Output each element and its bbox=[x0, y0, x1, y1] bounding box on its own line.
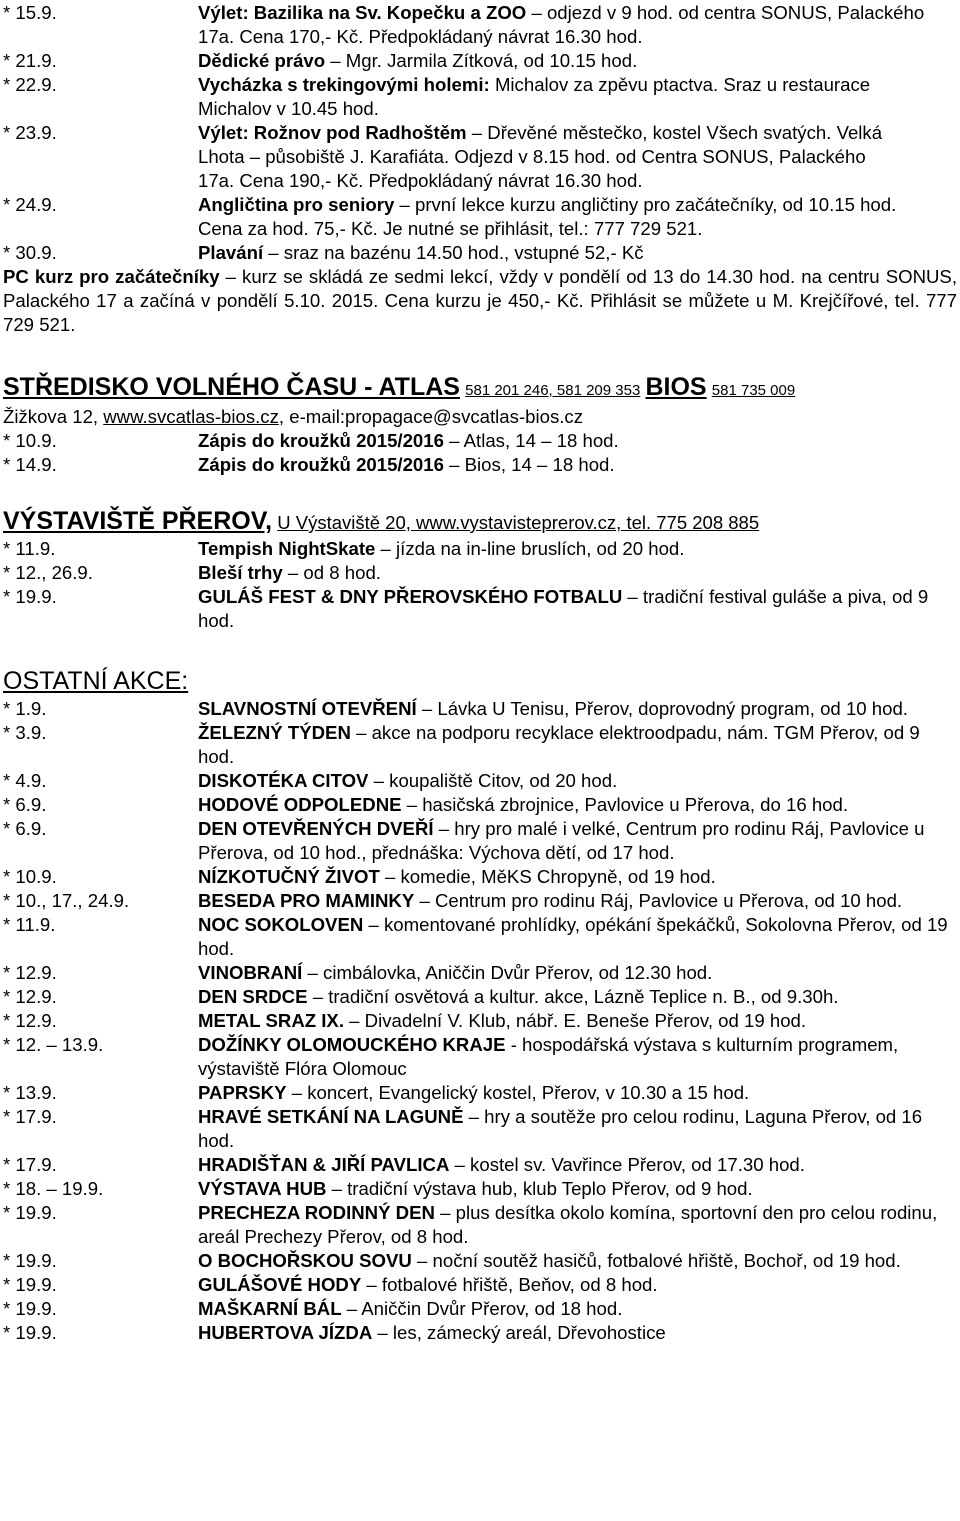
event-title: NÍZKOTUČNÝ ŽIVOT bbox=[198, 866, 380, 887]
event-title: BESEDA PRO MAMINKY bbox=[198, 890, 415, 911]
event-title: PAPRSKY bbox=[198, 1082, 287, 1103]
event-item bbox=[3, 1033, 957, 1081]
event-desc: – hry a soutěže pro celou rodinu, Laguna Přerov, od 16 hod. bbox=[198, 1106, 923, 1151]
event-item bbox=[3, 769, 957, 793]
atlas-section bbox=[3, 373, 957, 477]
pc-course-desc: – kurz se skládá ze sedmi lekcí, vždy v pondělí od 13 do 14.30 hod. na centru SONUS, Palackého 17 a začíná v pondělí 5.10. 2015. Cena kurzu je 450,- Kč. Přihlásit se můžete u M. Krejčířové, tel. 777 729 521. bbox=[3, 266, 957, 335]
event-item bbox=[3, 721, 957, 769]
event-date: * 12.9. bbox=[3, 1010, 57, 1031]
event-date: * 19.9. bbox=[3, 1274, 57, 1295]
event-item bbox=[3, 1105, 957, 1153]
event-item bbox=[3, 1177, 957, 1201]
event-title: DISKOTÉKA CITOV bbox=[198, 770, 369, 791]
event-title: PRECHEZA RODINNÝ DEN bbox=[198, 1202, 435, 1223]
event-desc: – Dřevěné městečko, kostel Všech svatých. Velká Lhota – působiště J. Karafiáta. Odjezd v 8.15 hod. od Centra SONUS, Palackého 17a. Cena 190,- Kč. Předpokládaný návrat 16.30 hod. bbox=[198, 122, 883, 191]
event-desc: – komedie, MěKS Chropyně, od 19 hod. bbox=[384, 866, 716, 887]
event-date: * 19.9. bbox=[3, 1298, 57, 1319]
atlas-address: Žižkova 12, bbox=[3, 406, 99, 427]
event-desc: - hospodářská výstava s kulturním programem, výstaviště Flóra Olomouc bbox=[198, 1034, 899, 1079]
event-item bbox=[3, 1297, 957, 1321]
event-title: DEN OTEVŘENÝCH DVEŘÍ bbox=[198, 818, 434, 839]
event-date: * 4.9. bbox=[3, 770, 47, 791]
event-desc: – od 8 hod. bbox=[287, 562, 381, 583]
event-desc: – tradiční výstava hub, klub Teplo Přerov, od 9 hod. bbox=[331, 1178, 753, 1199]
event-desc: – sraz na bazénu 14.50 hod., vstupné 52,- Kč bbox=[268, 242, 644, 263]
event-date: * 23.9. bbox=[3, 122, 57, 143]
event-title: Bleší trhy bbox=[198, 562, 283, 583]
vystaviste-header bbox=[3, 507, 957, 537]
ostatni-section bbox=[3, 667, 957, 1345]
event-title: VÝSTAVA HUB bbox=[198, 1178, 327, 1199]
event-item bbox=[3, 865, 957, 889]
atlas-phones: 581 201 246, 581 209 353 bbox=[465, 382, 641, 399]
event-title: MAŠKARNÍ BÁL bbox=[198, 1298, 342, 1319]
event-desc: – noční soutěž hasičů, fotbalové hřiště, Bochoř, od 19 hod. bbox=[417, 1250, 901, 1271]
event-date: * 10., 17., 24.9. bbox=[3, 890, 130, 911]
event-item bbox=[3, 1, 957, 49]
event-date: * 19.9. bbox=[3, 586, 57, 607]
event-date: * 12. – 13.9. bbox=[3, 1034, 104, 1055]
event-desc: – Bios, 14 – 18 hod. bbox=[449, 454, 615, 475]
event-date: * 30.9. bbox=[3, 242, 57, 263]
event-title: SLAVNOSTNÍ OTEVŘENÍ bbox=[198, 698, 417, 719]
ostatni-events bbox=[3, 697, 957, 1345]
event-title: HRADIŠŤAN & JIŘÍ PAVLICA bbox=[198, 1154, 450, 1175]
event-item bbox=[3, 697, 957, 721]
event-item bbox=[3, 49, 957, 73]
event-desc: – koncert, Evangelický kostel, Přerov, v 10.30 a 15 hod. bbox=[291, 1082, 750, 1103]
event-date: * 12.9. bbox=[3, 986, 57, 1007]
event-date: * 15.9. bbox=[3, 2, 57, 23]
atlas-web-link[interactable]: www.svcatlas-bios.cz bbox=[103, 406, 279, 427]
bios-title: BIOS bbox=[645, 373, 707, 401]
event-title: Výlet: Rožnov pod Radhoštěm bbox=[198, 122, 467, 143]
event-item bbox=[3, 985, 957, 1009]
event-desc: – les, zámecký areál, Dřevohostice bbox=[377, 1322, 666, 1343]
pc-course-title: PC kurz pro začátečníky bbox=[3, 266, 220, 287]
event-date: * 12.9. bbox=[3, 962, 57, 983]
event-item bbox=[3, 1321, 957, 1345]
event-date: * 6.9. bbox=[3, 818, 47, 839]
event-date: * 17.9. bbox=[3, 1106, 57, 1127]
event-item bbox=[3, 121, 957, 193]
event-title: Zápis do kroužků 2015/2016 bbox=[198, 430, 444, 451]
event-title: HUBERTOVA JÍZDA bbox=[198, 1322, 373, 1343]
event-item bbox=[3, 1201, 957, 1249]
event-desc: – Divadelní V. Klub, nábř. E. Beneše Přerov, od 19 hod. bbox=[349, 1010, 807, 1031]
event-title: Vycházka s trekingovými holemi: bbox=[198, 74, 490, 95]
event-item bbox=[3, 1273, 957, 1297]
event-date: * 22.9. bbox=[3, 74, 57, 95]
event-item bbox=[3, 453, 957, 477]
event-desc: – Atlas, 14 – 18 hod. bbox=[449, 430, 619, 451]
event-item bbox=[3, 913, 957, 961]
event-desc: – první lekce kurzu angličtiny pro začátečníky, od 10.15 hod. Cena za hod. 75,- Kč. Je nutné se přihlásit, tel.: 777 729 521. bbox=[198, 194, 897, 239]
event-title: Zápis do kroužků 2015/2016 bbox=[198, 454, 444, 475]
event-date: * 6.9. bbox=[3, 794, 47, 815]
ostatni-title: OSTATNÍ AKCE: bbox=[3, 667, 189, 695]
atlas-email: , e-mail:propagace@svcatlas-bios.cz bbox=[278, 406, 584, 427]
document-page bbox=[3, 0, 957, 1345]
event-title: DEN SRDCE bbox=[198, 986, 308, 1007]
event-date: * 13.9. bbox=[3, 1082, 57, 1103]
event-desc: – kostel sv. Vavřince Přerov, od 17.30 hod. bbox=[454, 1154, 805, 1175]
atlas-title: STŘEDISKO VOLNÉHO ČASU - ATLAS bbox=[3, 373, 460, 401]
event-item bbox=[3, 889, 957, 913]
event-item bbox=[3, 1009, 957, 1033]
event-title: METAL SRAZ IX. bbox=[198, 1010, 344, 1031]
event-date: * 19.9. bbox=[3, 1322, 57, 1343]
vystaviste-address: U Výstaviště 20, www.vystavisteprerov.cz, tel. 775 208 885 bbox=[277, 512, 760, 533]
event-desc: – tradiční osvětová a kultur. akce, Lázně Teplice n. B., od 9.30h. bbox=[312, 986, 839, 1007]
event-title: GULÁŠOVÉ HODY bbox=[198, 1274, 362, 1295]
vystaviste-section bbox=[3, 507, 957, 633]
event-date: * 17.9. bbox=[3, 1154, 57, 1175]
event-date: * 21.9. bbox=[3, 50, 57, 71]
event-date: * 12., 26.9. bbox=[3, 562, 93, 583]
event-item bbox=[3, 1081, 957, 1105]
event-item bbox=[3, 429, 957, 453]
event-date: * 19.9. bbox=[3, 1202, 57, 1223]
event-desc: – Centrum pro rodinu Ráj, Pavlovice u Přerova, od 10 hod. bbox=[419, 890, 903, 911]
event-item bbox=[3, 961, 957, 985]
event-desc: – odjezd v 9 hod. od centra SONUS, Palackého 17a. Cena 170,- Kč. Předpokládaný návrat 16.30 hod. bbox=[198, 2, 925, 47]
event-title: NOC SOKOLOVEN bbox=[198, 914, 364, 935]
ostatni-header bbox=[3, 667, 957, 697]
event-item bbox=[3, 537, 957, 561]
event-desc: – fotbalové hřiště, Beňov, od 8 hod. bbox=[366, 1274, 658, 1295]
event-date: * 10.9. bbox=[3, 866, 57, 887]
event-desc: – plus desítka okolo komína, sportovní den pro celou rodinu, areál Prechezy Přerov, od 8 hod. bbox=[198, 1202, 938, 1247]
sonus-events bbox=[3, 0, 957, 337]
event-desc: – Lávka U Tenisu, Přerov, doprovodný program, od 10 hod. bbox=[421, 698, 908, 719]
event-desc: – hasičská zbrojnice, Pavlovice u Přerova, do 16 hod. bbox=[406, 794, 849, 815]
event-item bbox=[3, 793, 957, 817]
event-item bbox=[3, 817, 957, 865]
event-date: * 1.9. bbox=[3, 698, 47, 719]
event-desc: – Mgr. Jarmila Zítková, od 10.15 hod. bbox=[330, 50, 638, 71]
event-title: HRAVÉ SETKÁNÍ NA LAGUNĚ bbox=[198, 1106, 464, 1127]
event-date: * 24.9. bbox=[3, 194, 57, 215]
event-title: VINOBRANÍ bbox=[198, 962, 303, 983]
event-title: HODOVÉ ODPOLEDNE bbox=[198, 794, 402, 815]
event-title: Výlet: Bazilika na Sv. Kopečku a ZOO bbox=[198, 2, 527, 23]
event-desc: – Aniččin Dvůr Přerov, od 18 hod. bbox=[346, 1298, 623, 1319]
event-title: O BOCHOŘSKOU SOVU bbox=[198, 1250, 412, 1271]
event-date: * 14.9. bbox=[3, 454, 57, 475]
event-desc: – jízda na in-line bruslích, od 20 hod. bbox=[380, 538, 685, 559]
event-desc: – komentované prohlídky, opékání špekáčků, Sokolovna Přerov, od 19 hod. bbox=[198, 914, 948, 959]
event-item bbox=[3, 73, 957, 121]
atlas-contact bbox=[3, 405, 957, 429]
event-title: Dědické právo bbox=[198, 50, 326, 71]
event-desc: Michalov za zpěvu ptactva. Sraz u restaurace Michalov v 10.45 hod. bbox=[198, 74, 871, 119]
event-title: ŽELEZNÝ TÝDEN bbox=[198, 722, 351, 743]
event-date: * 10.9. bbox=[3, 430, 57, 451]
atlas-header bbox=[3, 373, 957, 405]
event-item bbox=[3, 1153, 957, 1177]
event-item bbox=[3, 1249, 957, 1273]
event-item bbox=[3, 585, 957, 633]
event-title: DOŽÍNKY OLOMOUCKÉHO KRAJE bbox=[198, 1034, 506, 1055]
vystaviste-title: VÝSTAVIŠTĚ PŘEROV, bbox=[3, 507, 273, 535]
event-desc: – koupaliště Citov, od 20 hod. bbox=[373, 770, 618, 791]
event-date: * 11.9. bbox=[3, 914, 56, 935]
event-item bbox=[3, 193, 957, 241]
event-desc: – hry pro malé i velké, Centrum pro rodinu Ráj, Pavlovice u Přerova, od 10 hod., přednáška: Výchova dětí, od 17 hod. bbox=[198, 818, 925, 863]
event-date: * 11.9. bbox=[3, 538, 56, 559]
event-date: * 3.9. bbox=[3, 722, 47, 743]
event-title: GULÁŠ FEST & DNY PŘEROVSKÉHO FOTBALU bbox=[198, 586, 623, 607]
event-desc: – akce na podporu recyklace elektroodpadu, nám. TGM Přerov, od 9 hod. bbox=[198, 722, 920, 767]
event-date: * 18. – 19.9. bbox=[3, 1178, 104, 1199]
event-title: Plavání bbox=[198, 242, 264, 263]
event-item bbox=[3, 241, 957, 265]
pc-course-paragraph bbox=[3, 265, 957, 337]
event-title: Tempish NightSkate bbox=[198, 538, 376, 559]
event-title: Angličtina pro seniory bbox=[198, 194, 395, 215]
event-desc: – cimbálovka, Aniččin Dvůr Přerov, od 12.30 hod. bbox=[307, 962, 713, 983]
event-item bbox=[3, 561, 957, 585]
bios-phone: 581 735 009 bbox=[711, 382, 796, 399]
event-date: * 19.9. bbox=[3, 1250, 57, 1271]
event-desc: – tradiční festival guláše a piva, od 9 hod. bbox=[198, 586, 929, 631]
